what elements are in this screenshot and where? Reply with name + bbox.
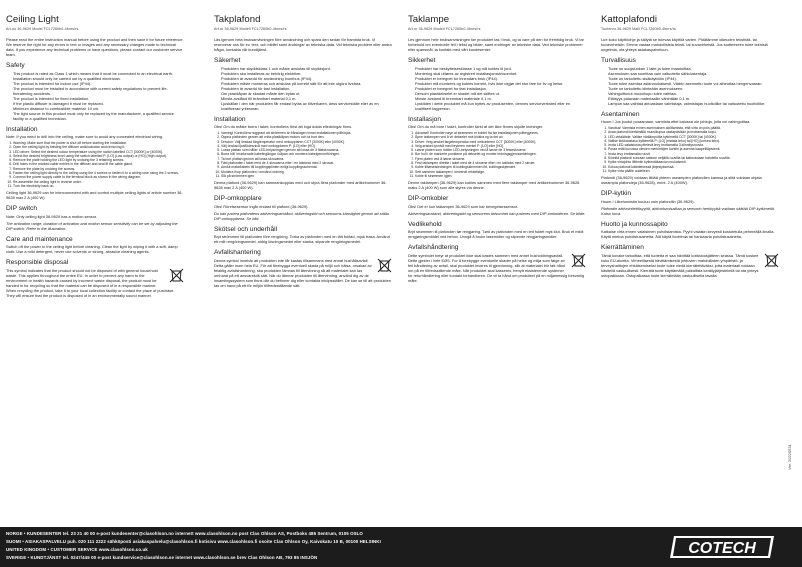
section-heading-installation: Installation [6,125,38,133]
cotech-logo-icon [670,533,780,561]
list-item: 10. Re-assemble the ceiling light in reverse order. [13,180,184,184]
list-item: 4. Valitse kirkkaustaso kytkimellä P: [LO] (matala teho) tai [HO] (korkea teho). [608,139,779,143]
footer-line-uk: UNITED KINGDOM • CUSTOMER SERVICE www.clasohlson.co.uk [6,547,148,552]
list-item: • The product must be installed in accordance with current safety regulations to prevent life-threatening accidents. [13,86,184,96]
list-item: 3. Driver: Velg ønsket fargetemperatur med omkobleren CCT [3000K] eller [4000K]. [415,140,586,144]
care-text: Bryt strømmen til plafonden før rengjøring. Tørk av plafonden med en lett fuktet myk klut. Bruk et mildt rengjøringsmiddel ved behov. Unngå å bruke løsemidler og slipende rengjøringsmidler. [408,229,584,240]
list-item: 8. Fäst plafonden i taket med de 4 skruvarna eller i en takdosa med 2 skruvar. [221,161,392,165]
list-item: • Tuote on tarkoitettu sisäkäyttöön (IP44). [608,76,779,81]
list-item: • The product is intended for fixed installation. [13,96,184,101]
list-item: 5. Lossa plattan som håller LED-belysningen genom att lossa de 3 fästskruvarna. [221,148,392,152]
interconnect-text: Denne taklampen (36-9629) kan kobles sammen med flere taklamper med artikkelnummer 36-9628 maks 2 A (400 W) som alle styres via denne. [408,180,580,191]
list-item: 11. Koble til strømmen igjen. [415,174,586,178]
list-item: 3. Drivdon: Välj önskad färgtemperatur med omkopplaren CCT [3000K] eller [4000K]. [221,140,392,144]
list-item: • Ljuskällan i den här produkten får endast bytas av tillverkaren, dess serviceställe eller av en kvalificerad yrkesman. [221,101,392,111]
list-item: • Tuote on suojaluokan 1 laite ja tulee maadoittaa. [608,66,779,71]
section-heading-care: Huolto ja kunnossapito [601,220,668,228]
list-item: 5. Remove the plate holding the LED light by undoing the 3 retaining screws. [13,158,184,162]
interconnect-text: Plafondi (36-9629) voidaan liittää yhteen useampien plafondien kanssa ja siitä voidaan ohjata useampia plafondeja (36-9628), enint. 2 A (400W). [601,175,762,186]
column-norwegian [408,14,586,514]
list-item: • Minimum distance to combustible material: 10 cm. [13,106,184,111]
list-item: • Produkten är avsedd för fast installation. [221,86,392,91]
list-item: 8. Fasten the ceiling light directly to the ceiling using the 4 screws or fasten it to a ceiling rose using the 2 screws. [13,171,184,175]
interconnect-text: Denna plafond (36-9629) kan sammankopplas med och styra flera plafonder med artikelnummer 36-9628 max 2 A (400 W). [214,180,387,191]
list-item: 5. Løsne platen som holder LED-belysningen ved å løsne de 3 festeskruene. [415,148,586,152]
section-heading-dip: DIP-kytkin [601,190,632,198]
section-heading-care: Vedlikehold [408,220,442,228]
list-item: 10. Kokoa plafondi käänteisessä järjestyksessä. [608,165,779,169]
list-item: • This product is rated as Class 1 which means that it must be connected to an electrical earth. [13,71,184,76]
disposal-text: Tämä kuvake tarkoittaa, että tuotetta ei saa hävittää kotitalousjätteen seassa. Tämä koskee koko EU-aluetta. Virheellisestä hävittämisestä johtuvien mahdollisten ympäristö- ja terveyshaittojen ehkäisemiseksi tuote tulee viedä kierrätettäväksi, jotta materiaali voidaan käsitellä vastuullisesti. Kierrätä tuote käyttämällä paikallisia keräilyjärjestelmiä tai ota yhteys ostopaikkaan. Ostopaikassa tuote kierrätetään vastuullisella tavalla. [601,252,759,278]
column-finnish [601,14,779,514]
list-item: 6. Poraa reiät kuvussa olevien merkintöjen kohtiin ja asenna kaapeliläpivienti. [608,147,779,151]
list-item: • The light source in this product must only be replaced by the manufacturer, a qualified service facility or a qualified technician. [13,111,184,121]
section-heading-installation: Asentaminen [601,110,640,118]
column-title: Takplafond [214,14,261,25]
list-item: 8. Kiinnitä plafondi suoraan kattoon neljällä ruuvilla tai kattorasiaan kahdella ruuvilla. [608,156,779,160]
intro-text: Lue koko käyttöohje ja säilytä se tulevaa käyttöä varten. Pidätämme oikeuden tekstistä- tai kuvavirheisiin. Emme vastaa mahdollisista teksti- tai kuvavirheistä. Jos tuotteeseen tulee teknisiä ongelmia, ota yhteys asiakaspalveluun. [601,37,768,52]
list-item: 7. Ta bort plattan genom att lossa skruvarna. [221,157,392,161]
article-line: Tuotenro 36-9629 Malli FCL7260b0-4bnrs/rs [601,27,676,31]
section-heading-installation: Installation [214,115,246,123]
column-title: Ceiling Light [6,14,59,25]
installation-steps [601,126,779,173]
list-item: 11. Slå på strömmen igen. [221,174,392,178]
section-heading-disposal: Responsible disposal [6,259,69,267]
disposal-text: Denna symbol innebär att produkten inte får kastas tillsammans med annat hushållsavfall. Detta gäller inom hela EU. För att förebygga eventuell skada på miljö och hälsa, orsakad av felaktig avfallshantering, ska produkten lämnas till återvinning så att materialet kan tas omhand på ett ansvarsfullt sätt. När du lämnar produkten till återvinning, använd dig av de insamlingssystem som finns där du befinner dig eller kontakta inköpsstället. De kan se till att produkten tas om hand på ett för miljön tillfredsställande sätt. [214,257,391,288]
section-heading-safety: Safety [6,62,25,69]
list-item: • Tuote tulee asentaa asianmukaisesti. Väärin asennettu tuote voi aiheuttaa hengenvaaran. [608,81,779,86]
list-item: 3. LED-virtalähde: Valitse värilämpötila kytkimellä CCT [3000K] tai [4000K]. [608,135,779,139]
care-text: Bryt strömmen till plafonden före rengöring. Torka av plafonden med en lätt fuktad, mjuk trasa. Använd ett milt rengöringsmedel, aldrig lösningsmedel eller starka, slipande rengöringsmedel. [214,234,390,245]
version-label: Ver. 20220531 [787,444,792,470]
list-item: 7. Irrota levy irrottamalla ruuvit. [608,152,779,156]
list-item: • Asennuksen saa suorittaa vain valtuutettu sähköasentaja. [608,71,779,76]
section-heading-safety: Sikkerhet [408,57,436,64]
list-item: 1. Advarsel! Kontroller nøye at strømmen er koblet fra før installasjonen påbegynnes. [415,131,586,135]
list-item: • Vahingoittunut muovikupu tulee vaihtaa. [608,91,779,96]
section-heading-installation: Installasjon [408,115,441,123]
article-line: Art.nr 36-9629 Modell FCL7260b0-4bnrs/rs [214,27,287,31]
list-item: • The product is intended for indoor use (IP44). [13,81,184,86]
dip-note: Obs! Rörelsesensor ingår endast till plafond (36-9629). [214,203,309,209]
list-item: • Installation should only be carried out by a qualified electrician. [13,76,184,81]
section-heading-safety: Turvallisuus [601,57,636,64]
dip-note: Note: Only ceiling light 36-9629 has a motion sensor. [6,213,98,219]
article-line: Art.no 36-9629 Model FCL7260b0-4bnrs/rs [6,27,79,31]
installation-steps [214,131,392,178]
list-item: 11. Turn the electricity back on. [13,184,184,188]
list-item: • Produktet må monteres og kobles korrekt, hvis ikke utgjør det stor fare for liv og helse. [415,81,586,86]
installation-note: Huom.! Jos joudut poraamaan, varmista ettei katossa ole johtoja, joita voi vahingoittaa. [601,119,751,124]
section-heading-disposal: Avfallshantering [214,249,261,257]
crossed-bin-icon [377,258,392,275]
list-item: • Produktet har beskyttelsesklasse 1 og må kobles til jord. [415,66,586,71]
list-item: 4. Select the desired brightness level using the switch labelled P: [LO] (Low output) or [HO] (High output). [13,154,184,158]
section-heading-care: Care and maintenance [6,235,73,243]
installation-note: Note: If you need to drill into the ceiling, make sure to avoid any concealed electrical wiring. [6,134,164,139]
list-item: 1. Varoitus! Varmista ennen asennuksen aloittamista, että virta on pois päältä. [608,126,779,130]
installation-steps [408,131,586,178]
list-item: 5. Irrota LED-valaistusta pitelevä levy irrottamalla 3 kiinnitysruuvia. [608,143,779,147]
intro-text: Läs igenom hela bruksanvisningen före användning och spara den sedan för framtida bruk. Vi reserverar oss för ev. text- och bildfel samt ändringar av tekniska data. Vid tekniska problem eller andra frågor, kontakta vår kundtjänst. [214,37,392,52]
list-item: • Dersom plastdekselet er skadet må det skiftes ut. [415,91,586,96]
safety-list [214,66,392,111]
cotech-logo [670,533,780,561]
list-item: 9. Connect the power supply cable to the terminal block as shown in the wiring diagram. [13,175,184,179]
list-item: 2. Öppna plafonden genom att vrida plastkåpan moturs och ta bort den. [221,135,392,139]
installation-note: Obs! Om du måste borra i taket, kontrollera först att inga dolda elledningar finns. [214,124,353,129]
column-english [6,14,184,514]
list-item: 10. Sett sammen taklampen i omvendt rekkefølge. [415,170,586,174]
crossed-bin-icon [764,253,779,270]
dip-note: Obs! Det er kun taklampen 36-9629 som har bevegelsessensor. [408,203,519,209]
section-heading-dip: DIP switch [6,205,38,213]
dip-text: Du kan justera plafondens aktiveringsavstånd, aktiveringstid och sensorns känslighet genom att ställa DIP-omkopplarna. Se bild. [214,210,389,221]
list-item: 8. Fest taklampen direkte i taket med de 4 skruene eller i en takboks med 2 skruer. [415,161,586,165]
list-item: 10. Montera ihop plafonden i omvänd ordning. [221,170,392,174]
logo-text: COTECH [688,540,756,557]
column-title: Kattoplafondi [601,14,658,25]
section-heading-dip: DIP-omkobler [408,195,449,203]
list-item: • Produkten är avsedd för användning inomhus (IP44). [221,76,392,81]
list-item: 9. Koble tilførselsledningen til koblingsklemmen iht. koblingsskjemaet. [415,165,586,169]
list-item: 6. Bor hull i de markerte punktene på dekselet og monter ledningsgjennomføringen. [415,152,586,156]
footer-line-sweden: SVERIGE • KUNDTJÄNST tel. 0247/445 00 e-post kundservice@clasohlson.se internet www.clasohlson.se brev Clas Ohlson AB, 793 85 INSJÖN [6,555,318,560]
care-text: Katkaise virta ennen valaisimen puhdistamista. Pyyhi valaisin kevyesti kostutetulla pehmeällä liinalla. Käytä mietoa puhdistusainetta. Älä käytä liuottimia tai hankaavia puhdistusaineita. [601,229,775,240]
intro-text: Les gjennom hele bruksanvisningen før produktet tas i bruk, og ta vare på den for fremtidig bruk. Vi tar forbehold om eventuelle feil i tekst og bilder, samt endringer av tekniske data. Ved tekniske problemer eller spørsmål, ta kontakt med vårt kundesenter. [408,37,584,52]
crossed-bin-icon [169,268,184,285]
crossed-bin-icon [571,253,586,270]
list-item: • Minsta avstånd till brännbart material 0,1 m. [221,96,392,101]
dip-text: Aktiveringsavstand, aktiveringstid og sensorens følsomhet kan justeres med DIP-omkobleren. Se bilde. [408,210,586,216]
dip-note: Huom.! Liiketunnistin kuuluu vain plafondiin (36-9629). [601,198,695,204]
list-item: 9. Anslut matarkabeln till kopplingsplinten enligt kopplingsschemat. [221,165,392,169]
list-item: 3. LED driver: Select the desired colour temperature using the switch labelled CCT [3000K] or [4000K]. [13,150,184,154]
list-item: 7. Fjern platen ved å løsne skruene. [415,157,586,161]
list-item: • Lampun saa vaihtaa ainoastaan valmistaja, valmistajan huoltoliike tai valtuutettu huoltoliike. [608,101,779,106]
section-heading-care: Skötsel och underhåll [214,225,278,233]
disposal-text: This symbol indicates that the product should not be disposed of with general household waste. This applies throughout the entire EU. In order to prevent any harm to the environment or health hazards caused by incorrect waste disposal, the product must be handed in for recycling so that the material can be disposed of in a responsible manner. When recycling the product, take it to your local collection facility or contact the place of purchase. They will ensure that the product is disposed of in an environmentally sound manner. [6,267,175,298]
list-item: 2. Open the ceiling light by twisting the diffuser anticlockwise and removing it. [13,145,184,149]
care-text: Switch off the power to the ceiling light before cleaning. Clean the light by wiping it with a soft, damp cloth. Use a mild detergent, never use solvents or strong, abrasive cleaning agents. [6,244,178,255]
list-item: 11. Kytke virta päälle uudelleen. [608,169,779,173]
safety-list [601,66,779,106]
list-item: 1. Varning! Kontrollera noggrant att strömmen är frånslagen innan installationen påbörjas. [221,131,392,135]
list-item: 2. Avaa plafondi kiertämällä muovikupua vastapäivään ja irrottamalla kupu. [608,130,779,134]
footer-line-finland: SUOMI • ASIAKASPALVELU puh. 020 111 2222 sähköposti asiakaspalvelu@clasohlson.fi kotisivu www.clasohlson.fi osoite Clas Ohlson Oy, Kaivokatu 10 B, 00100 HELSINKI [6,539,381,544]
section-heading-safety: Säkerhet [214,57,241,64]
interconnect-text: Ceiling light 36-9629 can be interconnected with and control multiple ceiling lights of article number 36-9628 max 2 A (400 W). [6,190,183,201]
list-item: • Produkten har skyddsklass 1 och måste anslutas till skyddsjord. [221,66,392,71]
list-item: • Produkten ska installeras av behörig elektriker. [221,71,392,76]
dip-text: Plafondin aktivointietäisyyttä, aktivoitumisaikaa ja sensorin herkkyyttä voidaan säätää DIP-kytkimellä. Katso kuva. [601,205,775,216]
list-item: 2. Åpne taklampen ved å vri dekselet mot klokka og ta det av. [415,135,586,139]
list-item: • Produkten måste monteras och anslutas på korrekt sätt för att inte utgöra livsfara. [221,81,392,86]
dip-text: The activation range, duration of activation and motion sensor sensitivity can be set by adjusting the DIP switch. Refer to the illustration. [6,220,178,231]
installation-steps [6,141,184,188]
footer-line-norway: NORGE • KUNDESENTER tel. 23 21 40 00 e-post kundesenter@clasohlson.no internett www.clasohlson.no post Clas Ohlson AS, Postboks 485 Sentrum, 0105 OSLO [6,531,363,536]
installation-note: Obs! Om du må bore i taket, kontroller først at det ikke finnes skjulte ledninger. [408,124,544,129]
safety-list [6,71,184,121]
list-item: • If the plastic diffuser is damaged it must be replaced. [13,101,184,106]
list-item: 4. Velg ønsket lysnivå med bryteren merket P: [LO] eller [HO]. [415,144,586,148]
section-heading-disposal: Avfallshåndtering [408,244,459,252]
list-item: 4. Välj önskad ljusflödesnivå med omkopplaren P: [LO] eller [HO]. [221,144,392,148]
section-heading-disposal: Kierrättäminen [601,244,644,252]
list-item: 9. Kytke virtajohto liittimiin kytkentäkaavion mukaisesti. [608,160,779,164]
list-item: 1. Warning: Make sure that the power is shut off before starting the installation. [13,141,184,145]
disposal-text: Dette symbolet betyr at produktet ikke skal kastes sammen med annet husholdningsavfall. Dette gjelder i hele EØS. For å forebygge eventuelle skader på helse og miljø som følge av feil håndtering av avfall, skal produktet leveres til gjenvinning, slik at materialet blir tatt hånd om på en tilfredsstillende måte. Når produktet skal kasseres, benytt eksisterende systemer for returhåndtering eller kontakt forhandleren. De vil ta hånd om produktet på en miljømessig forsvarlig måte. [408,252,585,283]
list-item: • Om plastkåpan är skadad måste den bytas ut. [221,91,392,96]
column-swedish [214,14,392,514]
list-item: • Lyskilden i dette produktet må kun byttes av produsenten, dennes serviceverksted eller en kvalifisert fagperson. [415,101,586,111]
list-item: 7. Remove the plate by undoing the screws. [13,167,184,171]
list-item: 6. Drill holes in the marked cable entries in the diffuser and seal fit the cable gland. [13,162,184,166]
contact-footer [0,527,802,567]
list-item: • Etäisyys palavaan materiaaliin vähintään 0,1 m. [608,96,779,101]
article-line: Art.nr 36-9629 Modell FCL7260b0-4bnrs/rs [408,27,481,31]
list-item: 6. Borra hål i markerade kabelingångar i kåpan och montera kabelgenomföringen. [221,152,392,156]
intro-text: Please read the entire instruction manual before using the product and then save it for future reference. We reserve the right for any errors in text or images and any necessary changes made to technical data. If you experience any technical problems or have questions, please contact our customer service team. [6,37,184,57]
list-item: • Produktet er beregnet for fast installasjon. [415,86,586,91]
section-heading-dip: DIP-omkopplare [214,195,262,203]
column-title: Taklampe [408,14,450,25]
list-item: • Tuote on tarkoitettu kiinteään asennukseen. [608,86,779,91]
list-item: • Montering skal utføres av registrert installasjonsvirksomhet. [415,71,586,76]
safety-list [408,66,586,111]
list-item: • Produktet er beregnet for innendørs bruk (IP44). [415,76,586,81]
list-item: • Minste avstand til brennbart materiale 0,1 m. [415,96,586,101]
